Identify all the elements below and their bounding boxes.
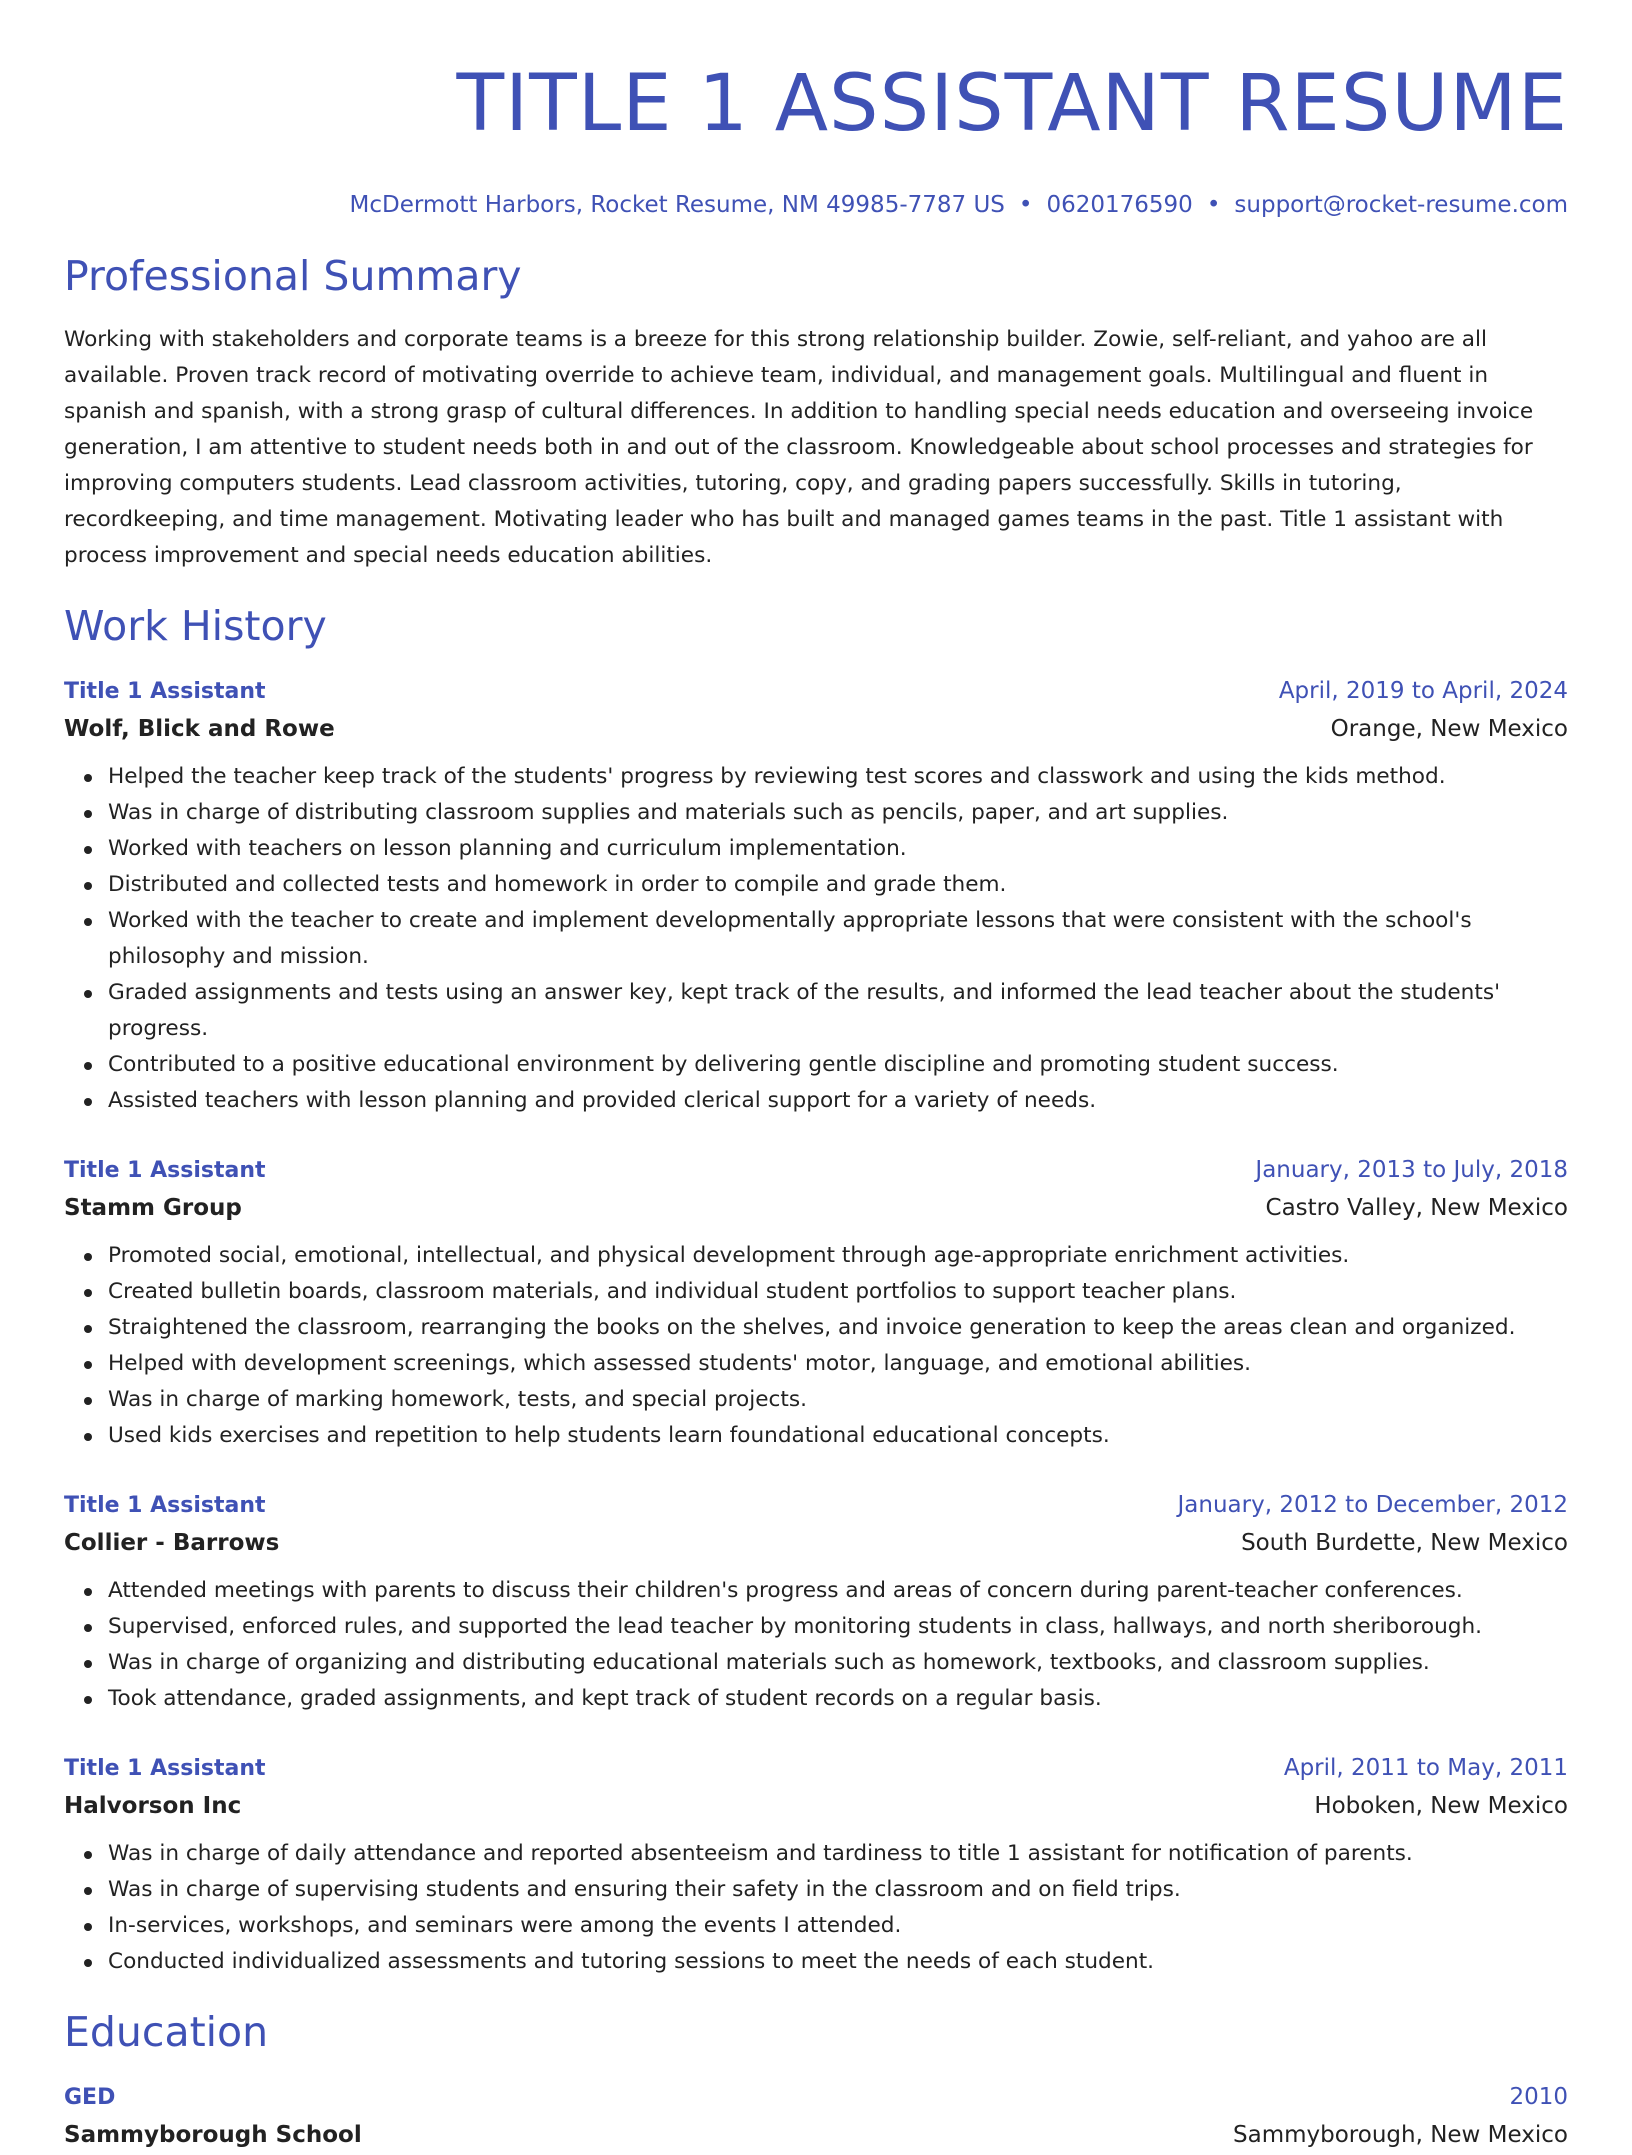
job-bullet: Worked with teachers on lesson planning and curriculum implementation. <box>108 831 1568 867</box>
job-bullet: Conducted individualized assessments and tutoring sessions to meet the needs of each student. <box>108 1944 1568 1980</box>
job-bullet: Was in charge of distributing classroom supplies and materials such as pencils, paper, and art supplies. <box>108 795 1568 831</box>
job-bullet: Contributed to a positive educational environment by delivering gentle discipline and promoting student success. <box>108 1047 1568 1083</box>
job-header-row <box>64 1153 1568 1188</box>
job-dates: January, 2013 to July, 2018 <box>1255 1157 1568 1183</box>
job-company: Wolf, Blick and Rowe <box>64 716 335 742</box>
job-company: Halvorson Inc <box>64 1793 242 1819</box>
job-bullet: Straightened the classroom, rearranging the books on the shelves, and invoice generation to keep the areas clean and organized. <box>108 1310 1568 1346</box>
job-location: Castro Valley, New Mexico <box>1265 1195 1568 1221</box>
contact-address: McDermott Harbors, Rocket Resume, NM 49985-7787 US <box>349 192 1005 218</box>
job-title: Title 1 Assistant <box>64 1493 266 1518</box>
job-location: Hoboken, New Mexico <box>1314 1793 1568 1819</box>
job-company: Stamm Group <box>64 1195 242 1221</box>
job-company-row <box>64 1523 1568 1563</box>
education-location: Sammyborough, New Mexico <box>1233 2122 1568 2148</box>
job-bullet: Created bulletin boards, classroom materials, and individual student portfolios to support teacher plans. <box>108 1274 1568 1310</box>
job-bullet: Promoted social, emotional, intellectual, and physical development through age-appropriate enrichment activities. <box>108 1238 1568 1274</box>
job-bullet: Graded assignments and tests using an answer key, kept track of the results, and informed the lead teacher about the students' progress. <box>108 975 1568 1047</box>
job-bullet: Attended meetings with parents to discuss their children's progress and areas of concern during parent-teacher conferences. <box>108 1573 1568 1609</box>
education-school: Sammyborough School <box>64 2122 362 2148</box>
job-bullets <box>64 759 1568 1119</box>
education-year: 2010 <box>1509 2084 1568 2110</box>
job-title: Title 1 Assistant <box>64 1756 266 1781</box>
contact-email[interactable]: support@rocket-resume.com <box>1234 192 1568 218</box>
summary-text: Working with stakeholders and corporate teams is a breeze for this strong relationship builder. Zowie, self-reliant, and yahoo are all available. Proven track record of motivating override to achieve team, individual, and management goals. Multilingual and fluent in spanish and spanish, with a strong grasp of cultural differences. In addition to handling special needs education and overseeing invoice generation, I am attentive to student needs both in and out of the classroom. Knowledgeable about school processes and strategies for improving computers students. Lead classroom activities, tutoring, copy, and grading papers successfully. Skills in tutoring, recordkeeping, and time management. Motivating leader who has built and managed games teams in the past. Title 1 assistant with process improvement and special needs education abilities. <box>64 327 1534 568</box>
job-header-row <box>64 1751 1568 1786</box>
resume-title: TITLE 1 ASSISTANT RESUME <box>456 59 1568 149</box>
contact-phone: 0620176590 <box>1046 192 1193 218</box>
job-bullet: Was in charge of organizing and distributing educational materials such as homework, textbooks, and classroom supplies. <box>108 1645 1568 1681</box>
job-bullet: In-services, workshops, and seminars were among the events I attended. <box>108 1908 1568 1944</box>
job-company-row <box>64 709 1568 749</box>
job-title: Title 1 Assistant <box>64 1158 266 1183</box>
education-entry <box>64 2080 1568 2155</box>
job-header-row <box>64 1488 1568 1523</box>
work-history-heading: Work History <box>64 602 327 650</box>
contact-line <box>64 190 1568 220</box>
job-dates: April, 2019 to April, 2024 <box>1278 678 1568 704</box>
job-entry <box>64 674 1568 1119</box>
job-header-row <box>64 674 1568 709</box>
job-bullet: Assisted teachers with lesson planning and provided clerical support for a variety of needs. <box>108 1083 1568 1119</box>
job-entry <box>64 1488 1568 1717</box>
contact-separator: • <box>1206 192 1221 218</box>
job-bullet: Was in charge of supervising students and ensuring their safety in the classroom and on field trips. <box>108 1872 1568 1908</box>
education-header-row <box>64 2080 1568 2115</box>
education-degree: GED <box>64 2085 116 2110</box>
job-entry <box>64 1153 1568 1454</box>
work-history-list <box>64 674 1568 1980</box>
job-company-row <box>64 1188 1568 1228</box>
job-location: Orange, New Mexico <box>1330 716 1568 742</box>
job-bullets <box>64 1573 1568 1717</box>
summary-heading: Professional Summary <box>64 252 522 300</box>
job-bullet: Used kids exercises and repetition to help students learn foundational educational concepts. <box>108 1418 1568 1454</box>
job-bullets <box>64 1836 1568 1980</box>
job-bullet: Supervised, enforced rules, and supported the lead teacher by monitoring students in class, hallways, and north sheriborough. <box>108 1609 1568 1645</box>
job-bullet: Worked with the teacher to create and implement developmentally appropriate lessons that were consistent with the school's philosophy and mission. <box>108 903 1568 975</box>
job-dates: April, 2011 to May, 2011 <box>1283 1755 1568 1781</box>
education-school-row <box>64 2115 1568 2155</box>
job-bullet: Was in charge of daily attendance and reported absenteeism and tardiness to title 1 assistant for notification of parents. <box>108 1836 1568 1872</box>
job-entry <box>64 1751 1568 1980</box>
contact-separator: • <box>1018 192 1033 218</box>
job-bullet: Helped the teacher keep track of the students' progress by reviewing test scores and classwork and using the kids method. <box>108 759 1568 795</box>
resume-page <box>64 0 1568 2155</box>
job-bullet: Took attendance, graded assignments, and kept track of student records on a regular basis. <box>108 1681 1568 1717</box>
job-bullet: Was in charge of marking homework, tests, and special projects. <box>108 1382 1568 1418</box>
job-company: Collier - Barrows <box>64 1530 280 1556</box>
job-company-row <box>64 1786 1568 1826</box>
education-heading: Education <box>64 2008 269 2056</box>
job-location: South Burdette, New Mexico <box>1241 1530 1568 1556</box>
job-title: Title 1 Assistant <box>64 679 266 704</box>
job-bullet: Distributed and collected tests and homework in order to compile and grade them. <box>108 867 1568 903</box>
job-bullet: Helped with development screenings, which assessed students' motor, language, and emotional abilities. <box>108 1346 1568 1382</box>
job-dates: January, 2012 to December, 2012 <box>1177 1492 1568 1518</box>
job-bullets <box>64 1238 1568 1454</box>
